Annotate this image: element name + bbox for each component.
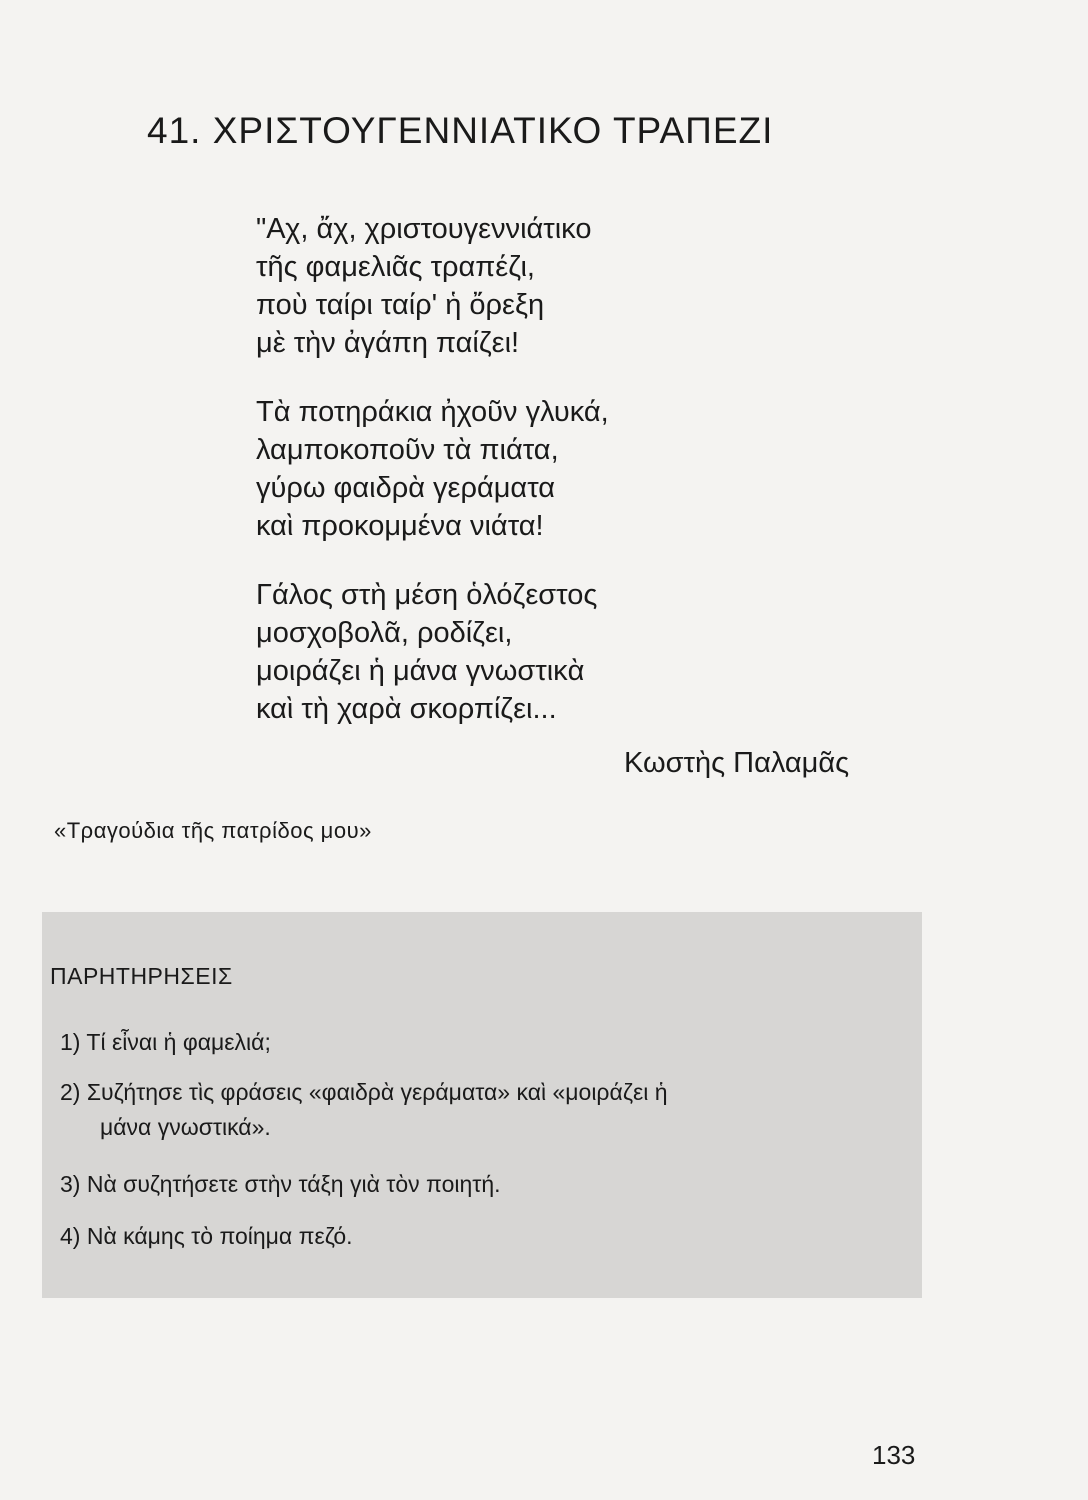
- note-item-3: 3) Νὰ συζητήσετε στὴν τάξη γιὰ τὸν ποιητή.: [60, 1171, 501, 1197]
- poem-line: μὲ τὴν ἀγάπη παίζει!: [256, 327, 520, 359]
- poem-line: ποὺ ταίρι ταίρ' ἡ ὄρεξη: [256, 289, 545, 321]
- poem-line: λαμποκοποῦν τὰ πιάτα,: [256, 434, 559, 466]
- stanza-1: [256, 210, 816, 362]
- stanza-2: [256, 393, 816, 545]
- poem-line: "Αχ, ἄχ, χριστουγεννιάτικο: [256, 213, 592, 245]
- poem-source: «Τραγούδια τῆς πατρίδος μου»: [54, 818, 372, 843]
- poem-line: μοιράζει ἡ μάνα γνωστικὰ: [256, 655, 585, 687]
- stanza-3: [256, 576, 816, 728]
- note-item-4: 4) Νὰ κάμης τὸ ποίημα πεζό.: [60, 1223, 353, 1249]
- poem-line: μοσχοβολᾶ, ροδίζει,: [256, 617, 513, 649]
- poem-line: Γάλος στὴ μέση ὁλόζεστος: [256, 579, 598, 611]
- note-item-2: 2) Συζήτησε τὶς φράσεις «φαιδρὰ γεράματα» καὶ «μοιράζει ἡ: [60, 1079, 668, 1105]
- note-item-2-continued: μάνα γνωστικά».: [100, 1114, 271, 1140]
- page-number: 133: [872, 1440, 916, 1470]
- poem-line: καὶ προκομμένα νιάτα!: [256, 510, 544, 542]
- poem-line: γύρω φαιδρὰ γεράματα: [256, 472, 556, 504]
- poem-body: [256, 210, 816, 759]
- poem-line: τῆς φαμελιᾶς τραπέζι,: [256, 251, 535, 283]
- poem-author: Κωστὴς Παλαμᾶς: [624, 747, 850, 779]
- poem-line: καὶ τὴ χαρὰ σκορπίζει...: [256, 693, 557, 725]
- poem-line: Τὰ ποτηράκια ἠχοῦν γλυκά,: [256, 396, 609, 428]
- poem-title: 41. ΧΡΙΣΤΟΥΓΕΝΝΙΑΤΙΚΟ ΤΡΑΠΕΖΙ: [147, 110, 774, 151]
- note-item-1: 1) Τί εἶναι ἡ φαμελιά;: [60, 1029, 271, 1055]
- notes-heading: ΠΑΡΗΤΗΡΗΣΕΙΣ: [50, 963, 233, 989]
